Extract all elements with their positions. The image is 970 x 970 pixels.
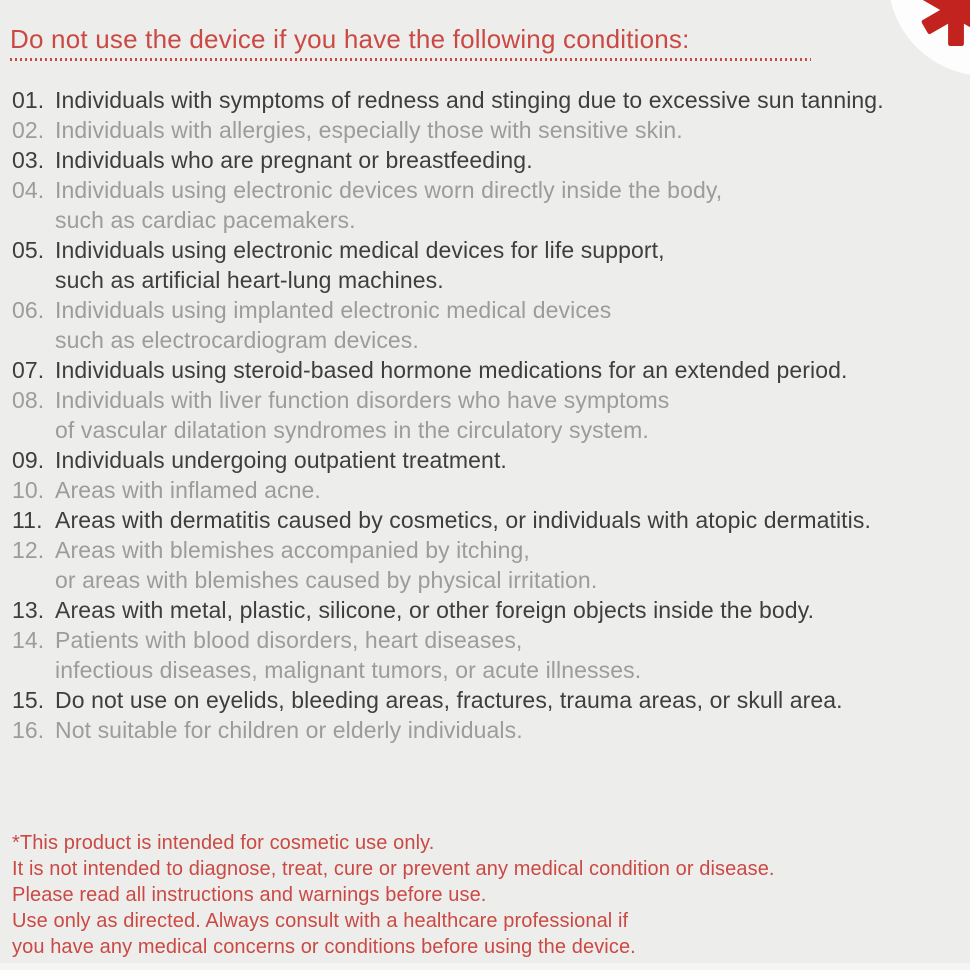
condition-item xyxy=(12,535,884,595)
item-text-line: Individuals using implanted electronic medical devices xyxy=(55,297,612,323)
item-text-line: Individuals using electronic medical devices for life support, xyxy=(55,237,665,263)
item-text xyxy=(55,715,523,745)
condition-item xyxy=(12,175,884,235)
item-text-line: Areas with inflamed acne. xyxy=(55,477,321,503)
condition-item xyxy=(12,355,884,385)
item-text xyxy=(55,235,665,295)
item-text xyxy=(55,145,533,175)
item-text xyxy=(55,175,722,235)
item-text-line: Individuals using electronic devices worn directly inside the body, xyxy=(55,177,723,203)
item-text xyxy=(55,475,321,505)
item-number: 01. xyxy=(12,87,45,113)
item-number: 03. xyxy=(12,147,45,173)
condition-item xyxy=(12,295,884,355)
item-number: 16. xyxy=(12,717,45,743)
item-number: 04. xyxy=(12,177,45,203)
item-text-line: infectious diseases, malignant tumors, or acute illnesses. xyxy=(55,657,642,683)
item-number: 05. xyxy=(12,237,45,263)
item-text-line: Individuals undergoing outpatient treatment. xyxy=(55,447,507,473)
footnote-line: *This product is intended for cosmetic use only. xyxy=(12,832,435,854)
item-number: 08. xyxy=(12,387,45,413)
condition-item xyxy=(12,715,884,745)
item-number: 02. xyxy=(12,117,45,143)
item-number: 11. xyxy=(12,507,43,533)
item-text xyxy=(55,445,507,475)
item-text-line: Not suitable for children or elderly individuals. xyxy=(55,717,523,743)
footnote-line: you have any medical concerns or conditions before using the device. xyxy=(12,936,636,958)
bottom-strip xyxy=(0,963,970,970)
footnote-line: Use only as directed. Always consult with a healthcare professional if xyxy=(12,910,629,932)
item-text xyxy=(55,295,611,355)
item-text-line: Patients with blood disorders, heart diseases, xyxy=(55,627,523,653)
item-number: 06. xyxy=(12,297,45,323)
footnote-line: It is not intended to diagnose, treat, cure or prevent any medical condition or disease. xyxy=(12,858,775,880)
item-number: 10. xyxy=(12,477,45,503)
item-text xyxy=(55,385,669,445)
page-title: Do not use the device if you have the following conditions: xyxy=(10,24,690,54)
conditions-list xyxy=(12,85,884,745)
item-text-line: such as cardiac pacemakers. xyxy=(55,207,356,233)
item-text-line: such as electrocardiogram devices. xyxy=(55,327,419,353)
item-number: 13. xyxy=(12,597,45,623)
footnote xyxy=(12,830,775,960)
condition-item xyxy=(12,235,884,295)
item-text-line: Individuals with liver function disorders who have symptoms xyxy=(55,387,670,413)
condition-item xyxy=(12,385,884,445)
condition-item xyxy=(12,475,884,505)
item-text xyxy=(55,595,814,625)
item-text-line: Individuals with symptoms of redness and stinging due to excessive sun tanning. xyxy=(55,87,884,113)
item-number: 09. xyxy=(12,447,45,473)
footnote-line: Please read all instructions and warnings before use. xyxy=(12,884,487,906)
item-number: 12. xyxy=(12,537,45,563)
condition-item xyxy=(12,445,884,475)
item-text xyxy=(55,685,843,715)
item-text-line: Do not use on eyelids, bleeding areas, fractures, trauma areas, or skull area. xyxy=(55,687,843,713)
item-text xyxy=(55,115,683,145)
condition-item xyxy=(12,85,884,115)
dotted-divider xyxy=(10,58,811,61)
item-text-line: of vascular dilatation syndromes in the circulatory system. xyxy=(55,417,649,443)
item-text-line: Areas with blemishes accompanied by itching, xyxy=(55,537,530,563)
item-text-line: Individuals using steroid-based hormone medications for an extended period. xyxy=(55,357,848,383)
item-text xyxy=(55,85,884,115)
asterisk-icon xyxy=(920,0,970,46)
condition-item xyxy=(12,115,884,145)
item-number: 14. xyxy=(12,627,45,653)
item-text xyxy=(55,535,597,595)
item-text-line: Individuals with allergies, especially those with sensitive skin. xyxy=(55,117,683,143)
item-text xyxy=(55,355,848,385)
condition-item xyxy=(12,145,884,175)
item-text-line: Areas with metal, plastic, silicone, or other foreign objects inside the body. xyxy=(55,597,815,623)
item-text-line: Individuals who are pregnant or breastfeeding. xyxy=(55,147,533,173)
item-number: 07. xyxy=(12,357,45,383)
item-number: 15. xyxy=(12,687,45,713)
item-text xyxy=(55,505,871,535)
condition-item xyxy=(12,505,884,535)
item-text-line: such as artificial heart-lung machines. xyxy=(55,267,444,293)
item-text xyxy=(55,625,641,685)
condition-item xyxy=(12,685,884,715)
item-text-line: or areas with blemishes caused by physical irritation. xyxy=(55,567,598,593)
condition-item xyxy=(12,625,884,685)
condition-item xyxy=(12,595,884,625)
item-text-line: Areas with dermatitis caused by cosmetics, or individuals with atopic dermatitis. xyxy=(55,507,871,533)
